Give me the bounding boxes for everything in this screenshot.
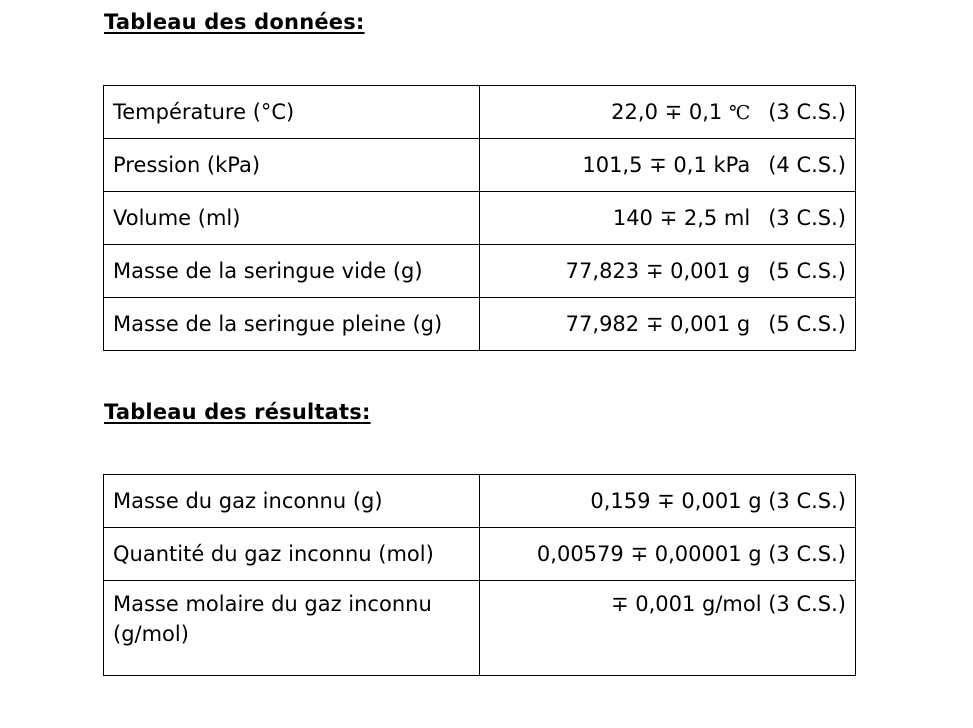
row-value	[480, 139, 856, 192]
significant-figures: (5 C.S.)	[768, 312, 846, 336]
row-label: Masse molaire du gaz inconnu (g/mol)	[104, 581, 480, 676]
donnees-table	[103, 85, 856, 351]
row-value	[480, 192, 856, 245]
row-value: ∓ 0,001 g/mol (3 C.S.)	[480, 581, 856, 676]
celsius-unit: ℃	[728, 101, 751, 124]
table-row	[104, 298, 856, 351]
row-label: Volume (ml)	[104, 192, 480, 245]
table-row	[104, 581, 856, 676]
table-row	[104, 139, 856, 192]
value-text: 101,5 ∓ 0,1 kPa	[582, 153, 751, 177]
resultats-table-title: Tableau des résultats:	[104, 400, 371, 424]
row-value	[480, 86, 856, 139]
row-label: Quantité du gaz inconnu (mol)	[104, 528, 480, 581]
significant-figures: (5 C.S.)	[768, 259, 846, 283]
significant-figures: (4 C.S.)	[768, 153, 846, 177]
value-text: 22,0 ∓ 0,1	[611, 99, 723, 124]
value-text: 77,982 ∓ 0,001 g	[565, 312, 751, 336]
value-text: 140 ∓ 2,5 ml	[612, 206, 751, 230]
resultats-table	[103, 474, 856, 676]
row-value	[480, 298, 856, 351]
row-label: Température (°C)	[104, 86, 480, 139]
value-text: 77,823 ∓ 0,001 g	[565, 259, 751, 283]
row-label: Masse du gaz inconnu (g)	[104, 475, 480, 528]
row-value: 0,00579 ∓ 0,00001 g (3 C.S.)	[480, 528, 856, 581]
table-row	[104, 192, 856, 245]
table-row	[104, 528, 856, 581]
row-value	[480, 245, 856, 298]
row-label: Masse de la seringue pleine (g)	[104, 298, 480, 351]
row-label: Masse de la seringue vide (g)	[104, 245, 480, 298]
donnees-table-title: Tableau des données:	[104, 10, 365, 34]
significant-figures: (3 C.S.)	[768, 99, 846, 124]
table-row	[104, 475, 856, 528]
table-row	[104, 86, 856, 139]
table-row	[104, 245, 856, 298]
significant-figures: (3 C.S.)	[768, 206, 846, 230]
row-value: 0,159 ∓ 0,001 g (3 C.S.)	[480, 475, 856, 528]
row-label: Pression (kPa)	[104, 139, 480, 192]
